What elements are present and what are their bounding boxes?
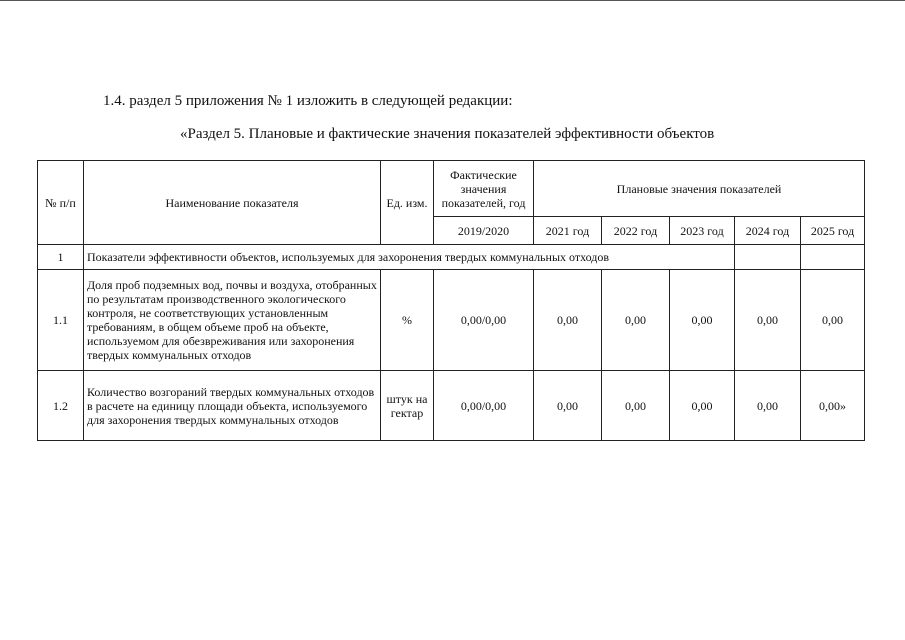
header-actual: Фактические значения показателей, год xyxy=(434,161,534,217)
empty-cell xyxy=(735,245,801,270)
empty-cell xyxy=(801,245,865,270)
row-value: 0,00/0,00 xyxy=(434,371,534,441)
row-name: Количество возгораний твердых коммунальных отходов в расчете на единицу площади объекта, используемого для захоронения твердых коммунальных отходов xyxy=(84,371,381,441)
subheader-year: 2024 год xyxy=(735,217,801,245)
header-name: Наименование показателя xyxy=(84,161,381,245)
header-num: № п/п xyxy=(38,161,84,245)
subheader-year: 2022 год xyxy=(602,217,670,245)
row-unit: % xyxy=(381,270,434,371)
top-border-line xyxy=(0,0,905,1)
subheader-year: 2023 год xyxy=(670,217,735,245)
row-value: 0,00/0,00 xyxy=(434,270,534,371)
row-unit: штук на гектар xyxy=(381,371,434,441)
indicators-table xyxy=(37,160,865,441)
row-value: 0,00 xyxy=(534,270,602,371)
row-num: 1.1 xyxy=(38,270,84,371)
subheader-year: 2019/2020 xyxy=(434,217,534,245)
group-title: Показатели эффективности объектов, используемых для захоронения твердых коммунальных отходов xyxy=(84,245,735,270)
row-num: 1.2 xyxy=(38,371,84,441)
row-value: 0,00 xyxy=(735,270,801,371)
row-value: 0,00 xyxy=(602,270,670,371)
intro-paragraph: 1.4. раздел 5 приложения № 1 изложить в следующей редакции: xyxy=(103,93,513,109)
header-row xyxy=(38,161,865,217)
table-row xyxy=(38,270,865,371)
group-num: 1 xyxy=(38,245,84,270)
header-unit: Ед. изм. xyxy=(381,161,434,245)
subheader-year: 2021 год xyxy=(534,217,602,245)
section-title: «Раздел 5. Плановые и фактические значения показателей эффективности объектов xyxy=(180,126,715,142)
table-row xyxy=(38,371,865,441)
group-row xyxy=(38,245,865,270)
subheader-year: 2025 год xyxy=(801,217,865,245)
header-planned: Плановые значения показателей xyxy=(534,161,865,217)
row-value: 0,00 xyxy=(801,270,865,371)
row-value: 0,00» xyxy=(801,371,865,441)
row-value: 0,00 xyxy=(534,371,602,441)
row-name: Доля проб подземных вод, почвы и воздуха, отобранных по результатам производственного экологического контроля, не соответствующих установленным требованиям, в общем объеме проб на объекте, используемом для обезвреживания или захоронения твердых коммунальных отходов xyxy=(84,270,381,371)
row-value: 0,00 xyxy=(670,270,735,371)
row-value: 0,00 xyxy=(670,371,735,441)
row-value: 0,00 xyxy=(602,371,670,441)
row-value: 0,00 xyxy=(735,371,801,441)
